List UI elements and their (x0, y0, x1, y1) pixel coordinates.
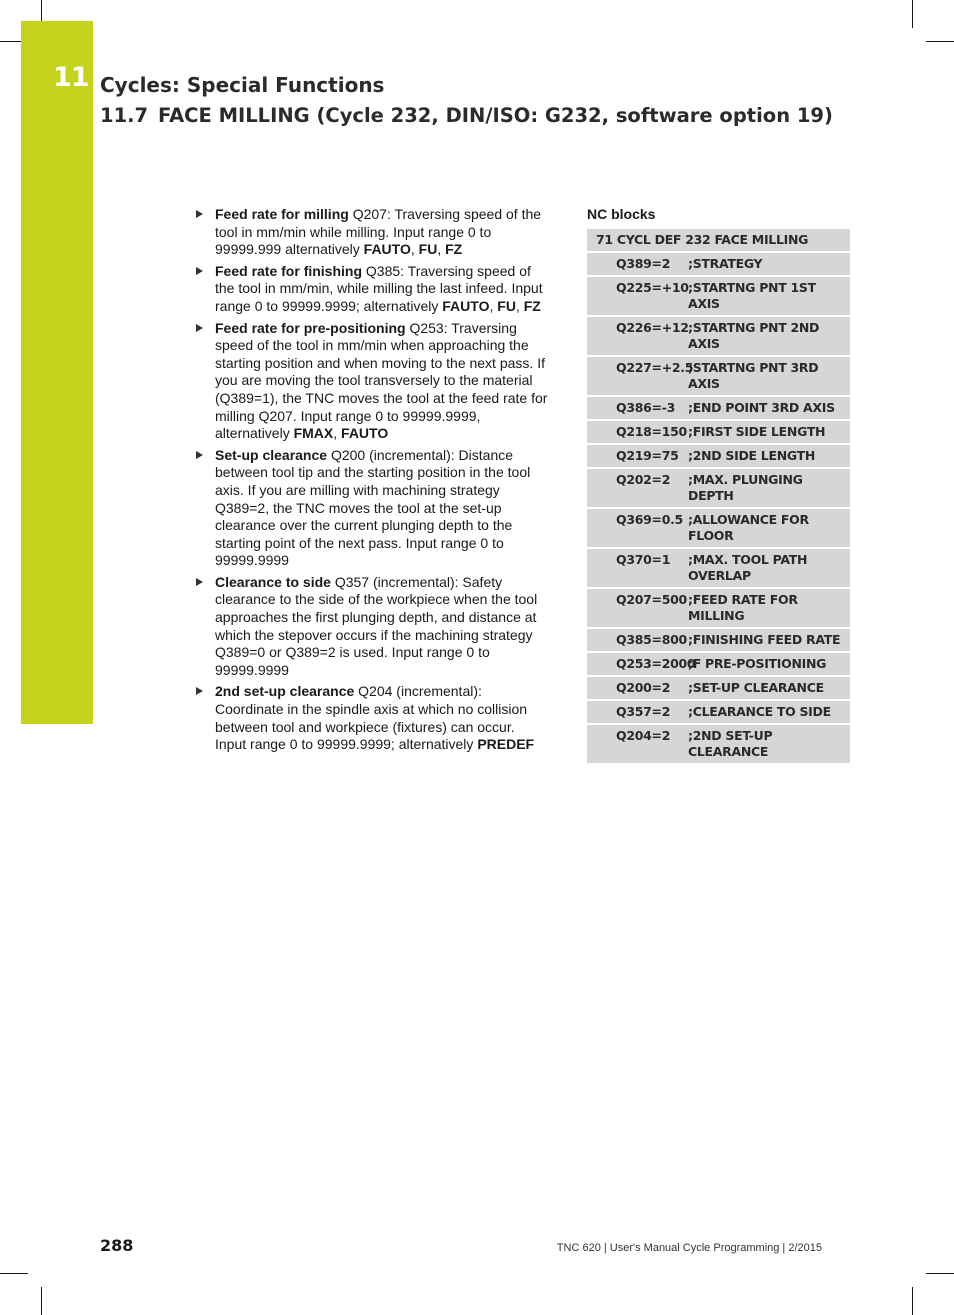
parameter-keyword: FMAX (293, 425, 334, 442)
nc-parameter-comment: ;END POINT 3RD AXIS (688, 400, 835, 415)
nc-parameter-code: Q357=2 (616, 704, 671, 719)
nc-parameter-code: Q207=500 (616, 592, 687, 607)
crop-mark (0, 1273, 28, 1274)
crop-mark (912, 0, 913, 28)
parameter-item (196, 206, 548, 259)
separator-text: , (437, 241, 446, 258)
nc-parameter-code: Q200=2 (616, 680, 671, 695)
nc-row (587, 469, 850, 509)
crop-mark (41, 1287, 42, 1315)
chapter-number: 11 (53, 62, 89, 93)
nc-row (587, 549, 850, 589)
parameter-description: Q207: Traversing speed of the tool in mm/min while milling. Input range 0 to 99999.999 alternatively (215, 206, 542, 258)
nc-parameter-comment: ;SET-UP CLEARANCE (688, 680, 824, 695)
parameter-keyword: FZ (523, 297, 541, 314)
nc-parameter-comment: ;MAX. PLUNGING DEPTH (688, 472, 803, 503)
nc-row (587, 725, 850, 765)
crop-mark (926, 1273, 954, 1274)
nc-row (587, 653, 850, 677)
nc-parameter-code: Q219=75 (616, 448, 679, 463)
parameter-name: Feed rate for milling (215, 206, 349, 222)
parameter-item (196, 683, 548, 753)
nc-row (587, 277, 850, 317)
nc-parameter-code: Q370=1 (616, 552, 671, 567)
nc-row (587, 317, 850, 357)
nc-parameter-code: Q253=2000 (616, 656, 696, 671)
nc-parameter-code: Q225=+10 (616, 280, 689, 295)
nc-row (587, 397, 850, 421)
crop-mark (926, 41, 954, 42)
parameter-keyword: FAUTO (341, 425, 389, 442)
nc-parameter-comment: ;F PRE-POSITIONING (688, 656, 827, 671)
parameter-item (196, 320, 548, 443)
nc-parameter-comment: ;STARTNG PNT 3RD AXIS (688, 360, 819, 391)
nc-row (587, 629, 850, 653)
nc-parameter-code: Q202=2 (616, 472, 671, 487)
section-number: 11.7 (100, 104, 149, 127)
crop-mark (912, 1287, 913, 1315)
separator-text: , (515, 297, 524, 314)
nc-row (587, 421, 850, 445)
section-title-text: FACE MILLING (Cycle 232, DIN/ISO: G232, software option 19) (158, 104, 833, 127)
parameter-description: Q253: Traversing speed of the tool in mm/min when approaching the starting position and when moving to the next pass. If you are moving the tool transversely to the material (Q389=1), the TNC moves the tool at the feed rate for milling Q207. Input range 0 to 99999.9999, alternatively (215, 319, 548, 442)
bullet-arrow-icon (196, 210, 203, 218)
parameter-description: Q385: Traversing speed of the tool in mm/min, while milling the last infeed. Input range 0 to 99999.9999; alternatively (215, 262, 543, 314)
parameter-keyword: FAUTO (442, 297, 490, 314)
bullet-arrow-icon (196, 687, 203, 695)
nc-parameter-code: Q389=2 (616, 256, 671, 271)
nc-parameter-comment: ;STARTNG PNT 1ST AXIS (688, 280, 816, 311)
separator-text: , (489, 297, 498, 314)
nc-parameter-comment: ;FIRST SIDE LENGTH (688, 424, 826, 439)
nc-row (587, 445, 850, 469)
nc-row (587, 677, 850, 701)
nc-parameter-comment: ;STARTNG PNT 2ND AXIS (688, 320, 820, 351)
parameter-keyword: PREDEF (477, 736, 535, 753)
nc-parameter-code: Q204=2 (616, 728, 671, 743)
separator-text: , (333, 425, 342, 442)
parameter-item (196, 447, 548, 570)
nc-parameter-code: Q386=-3 (616, 400, 675, 415)
parameter-name: Feed rate for finishing (215, 262, 363, 279)
nc-row (587, 701, 850, 725)
section-title (100, 104, 833, 127)
bullet-arrow-icon (196, 451, 203, 459)
nc-parameter-comment: ;CLEARANCE TO SIDE (688, 704, 831, 719)
nc-row (587, 589, 850, 629)
chapter-band (21, 21, 93, 724)
bullet-arrow-icon (196, 578, 203, 586)
parameter-description: Q204 (incremental): Coordinate in the spindle axis at which no collision between tool and workpiece (fixtures) can occur. Input range 0 to 99999.9999; alternatively (215, 683, 528, 753)
parameter-name: 2nd set-up clearance (215, 683, 355, 700)
separator-text: , (410, 241, 419, 258)
page-number: 288 (100, 1236, 134, 1255)
bullet-arrow-icon (196, 324, 203, 332)
parameter-description: Q200 (incremental): Distance between tool tip and the starting position in the tool axis. If you are milling with machining strategy Q389=2, the TNC moves the tool at the set-up clearance over the current plunging depth to the starting point of the next pass. Input range 0 to 99999.9999 (215, 446, 531, 569)
nc-parameter-comment: ;2ND SIDE LENGTH (688, 448, 815, 463)
nc-parameter-comment: ;ALLOWANCE FOR FLOOR (688, 512, 809, 543)
footer-text: TNC 620 | User's Manual Cycle Programming | 2/2015 (556, 1242, 822, 1254)
nc-blocks-table (587, 229, 850, 765)
parameter-keyword: FAUTO (363, 241, 411, 258)
nc-row (587, 509, 850, 549)
parameter-description: Q357 (incremental): Safety clearance to the side of the workpiece when the tool approaches the first plunging depth, and distance at which the stepover occurs if the machining strategy Q389=0 or Q389=2 is used. Input range 0 to 99999.9999 (215, 573, 538, 678)
nc-parameter-comment: ;FINISHING FEED RATE (688, 632, 841, 647)
nc-parameter-code: Q369=0.5 (616, 512, 683, 527)
bullet-arrow-icon (196, 267, 203, 275)
nc-parameter-comment: ;MAX. TOOL PATH OVERLAP (688, 552, 808, 583)
nc-parameter-comment: ;STRATEGY (688, 256, 763, 271)
nc-row (587, 357, 850, 397)
nc-parameter-code: Q227=+2.5 (616, 360, 694, 375)
nc-parameter-code: Q218=150 (616, 424, 687, 439)
parameter-name: Set-up clearance (215, 446, 328, 463)
nc-parameter-code: Q226=+12 (616, 320, 689, 335)
parameter-name: Feed rate for pre-positioning (215, 319, 406, 336)
parameter-keyword: FZ (445, 241, 463, 258)
nc-parameter-comment: ;FEED RATE FOR MILLING (688, 592, 798, 623)
nc-blocks-heading: NC blocks (587, 206, 656, 222)
parameter-item (196, 263, 548, 316)
parameter-keyword: FU (418, 241, 438, 258)
nc-parameter-comment: ;2ND SET-UP CLEARANCE (688, 728, 773, 759)
nc-row (587, 253, 850, 277)
parameter-name: Clearance to side (215, 573, 331, 590)
nc-first-line: 71 CYCL DEF 232 FACE MILLING (587, 229, 850, 253)
chapter-title: Cycles: Special Functions (100, 73, 385, 97)
nc-parameter-code: Q385=800 (616, 632, 687, 647)
parameter-keyword: FU (497, 297, 516, 314)
parameter-list (196, 206, 548, 758)
parameter-item (196, 574, 548, 680)
